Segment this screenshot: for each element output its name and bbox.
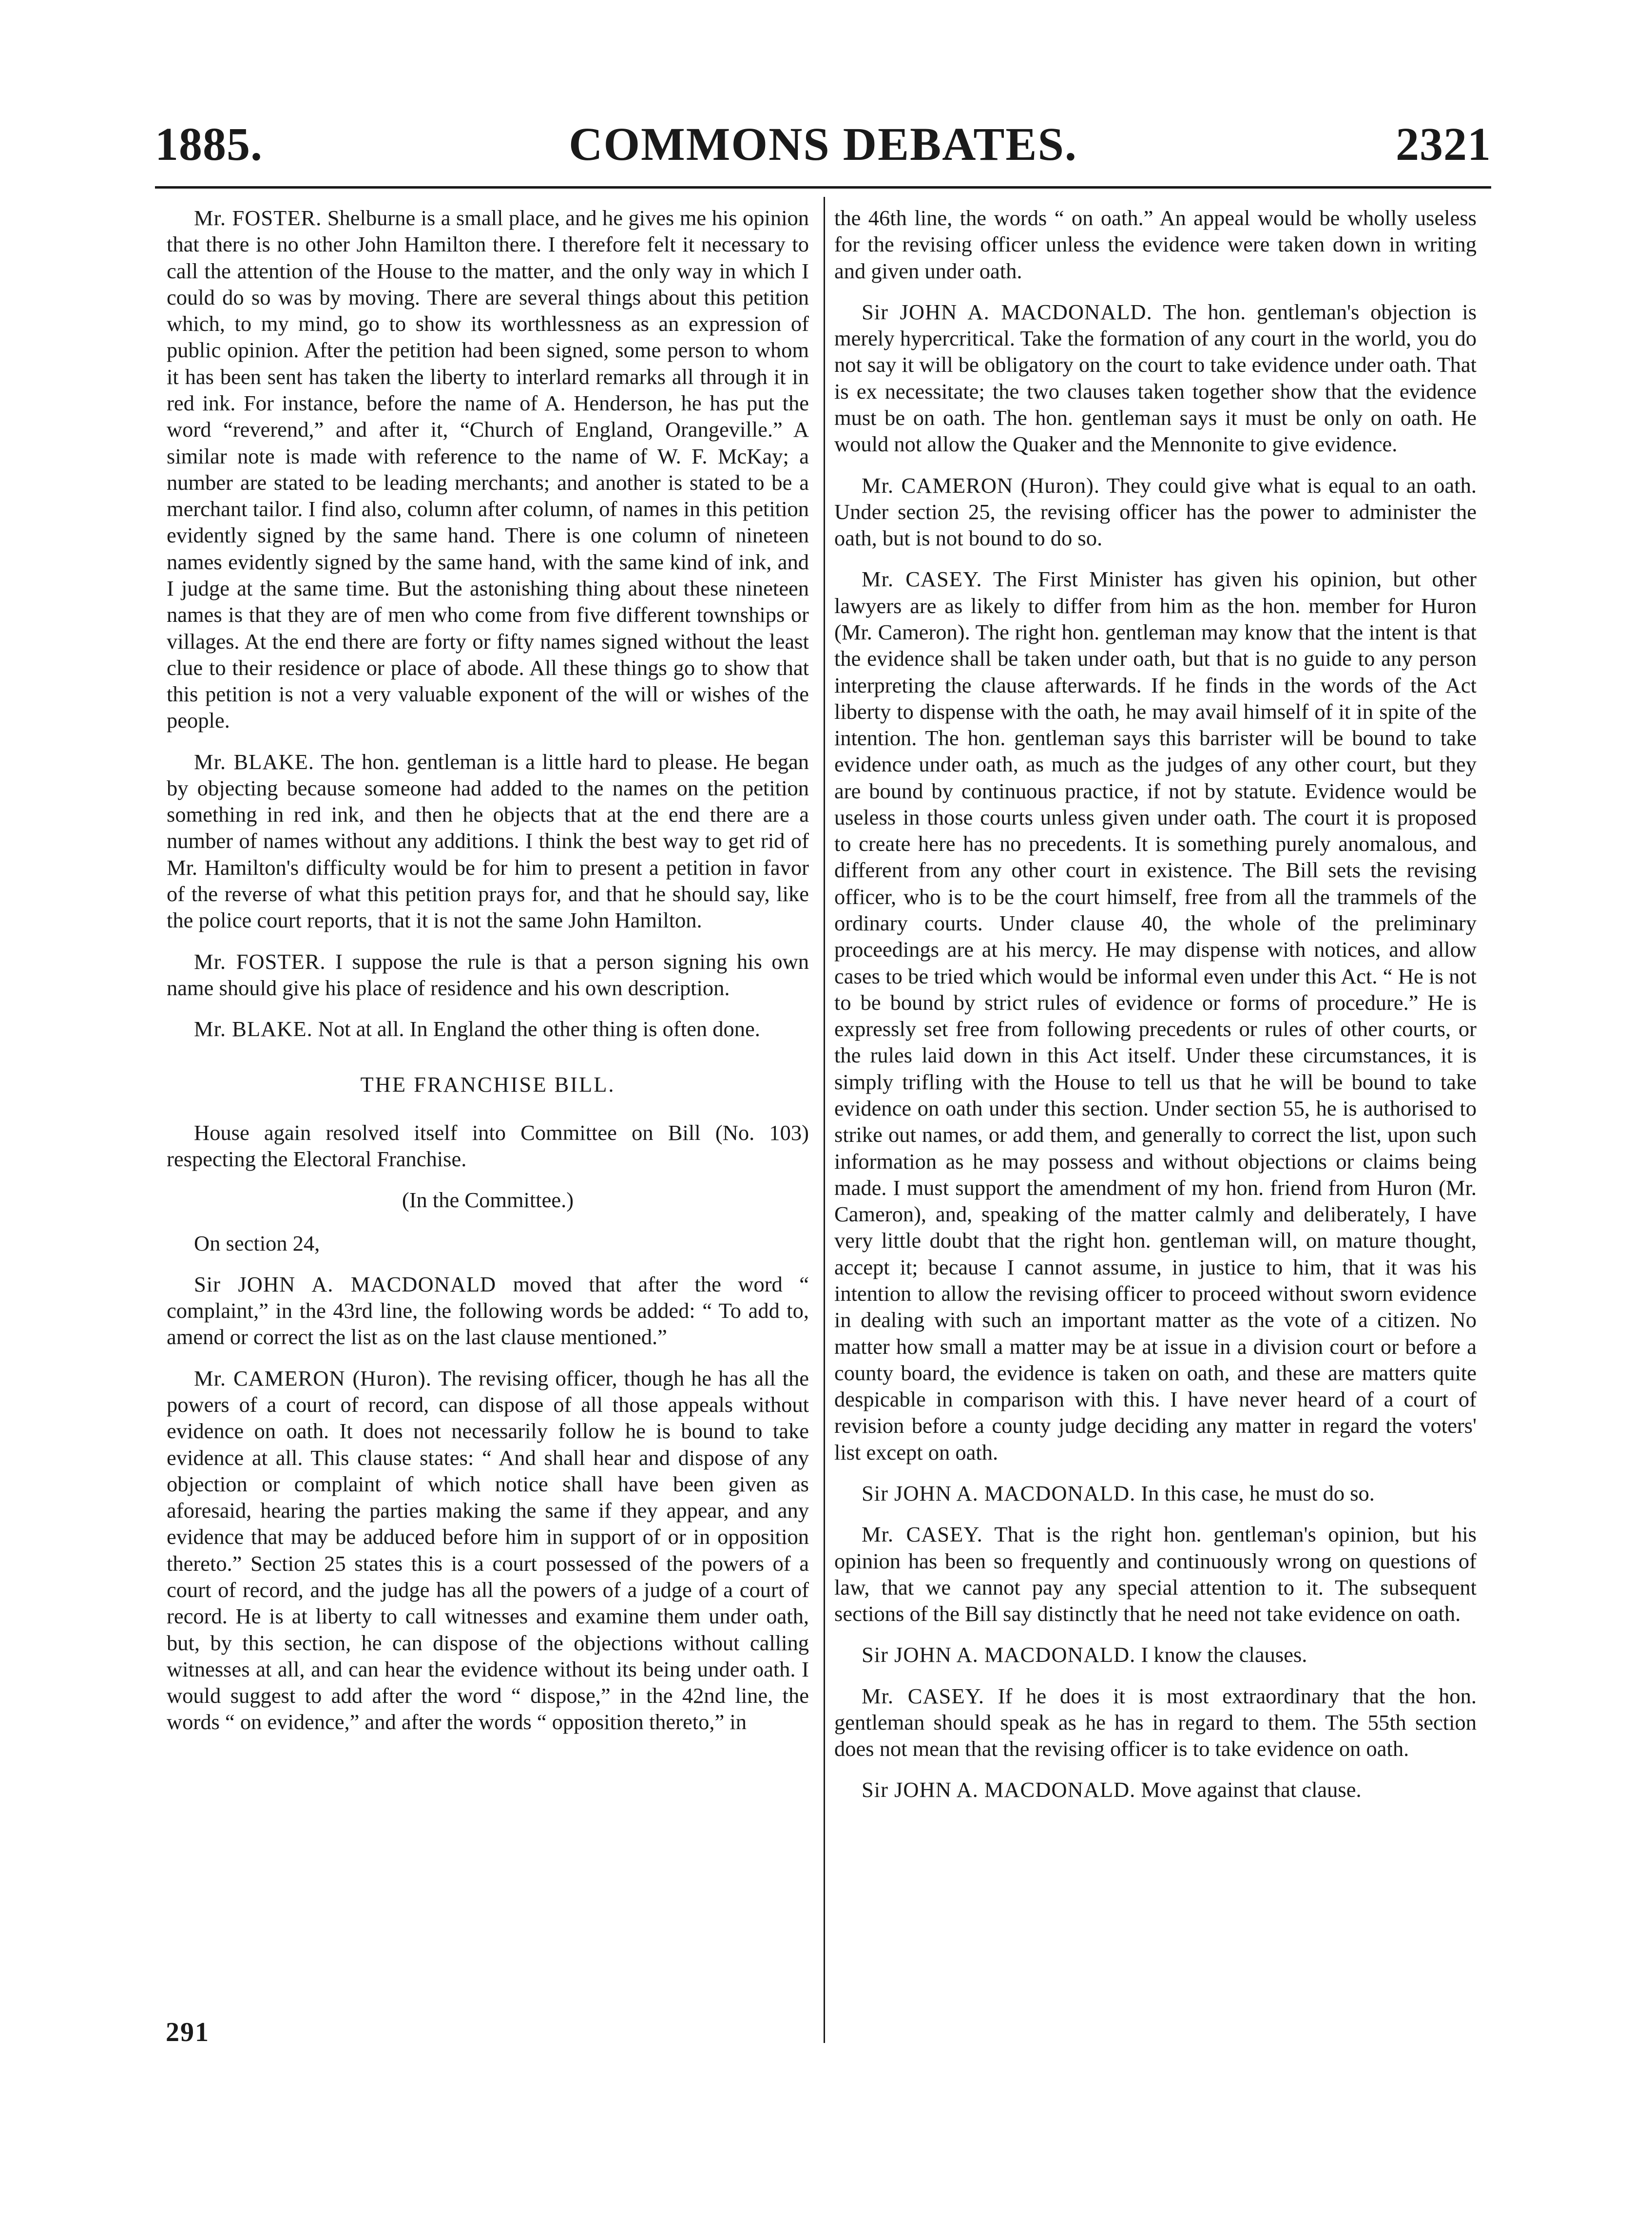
header-year: 1885. xyxy=(155,118,263,170)
speech-paragraph xyxy=(834,566,1477,1465)
speech-text: In this case, he must do so. xyxy=(1141,1481,1375,1505)
speech-paragraph xyxy=(167,749,809,934)
speaker-name: Sir JOHN A. MACDONALD. xyxy=(862,1777,1136,1802)
speech-paragraph xyxy=(834,1480,1477,1506)
speaker-name: Sir JOHN A. MACDONALD. xyxy=(862,299,1153,324)
speech-text: I suppose the rule is that a person signing his own name should give his place of residence and his own description. xyxy=(167,949,809,1000)
speech-text: Shelburne is a small place, and he gives me his opinion that there is no other John Hamilton there. I therefore felt it necessary to call the attention of the House to the matter, and the only way in which I could do so was by moving. There are several things about this petition which, to my mind, go to show its worthlessness as an expression of public opinion. After the petition had been signed, some person to whom it has been sent has taken the liberty to interlard remarks all through it in red ink. For instance, before the name of A. Henderson, he has put the word “reverend,” and after it, “Church of England, Orangeville.” A similar note is made with reference to the name of W. F. McKay; a number are stated to be leading merchants; and another is stated to be a merchant tailor. I find also, column after column, of names in this petition evidently signed by the same hand. There is one column of nineteen names evidently signed by the same hand, with the same kind of ink, and I judge at the same time. But the astonishing thing about these nineteen names is that they are of men who come from five different townships or villages. At the end there are forty or fifty names signed without the least clue to their residence or place of abode. All these things go to show that this petition is not a very valuable exponent of the will or wishes of the people. xyxy=(167,206,809,733)
procedural-paragraph: On section 24, xyxy=(194,1231,320,1255)
speaker-name: Mr. CASEY. xyxy=(862,1683,985,1708)
speech-text: That is the right hon. gentleman's opinion, but his opinion has been so frequently and continuously wrong on questions of law, that we cannot pay any special attention to it. The subsequent sections of the Bill say distinctly that he need not take evidence on oath. xyxy=(834,1522,1477,1626)
speech-paragraph xyxy=(834,1641,1477,1668)
speaker-name: Mr. FOSTER. xyxy=(194,949,326,974)
column-divider xyxy=(824,197,825,2043)
speech-text: They could give what is equal to an oath. Under section 25, the revising officer has the power to administer the oath, but is not bound to do so. xyxy=(834,473,1477,551)
speech-text: The revising officer, though he has all the powers of a court of record, can dispose of all those appeals without evidence on oath. It does not necessarily follow he is bound to take evidence at all. This clause states: “ And shall hear and dispose of any objection or complaint of which notice shall have been given as aforesaid, hearing the parties making the same if they appear, and any evidence that may be adduced before him in support of or in opposition thereto.” Section 25 states this is a court possessed of the powers of a court of record, and the judge has all the powers of a judge of a court of record. He is at liberty to call witnesses and examine them under oath, but, by this section, he can dispose of the objections without calling witnesses at all, and can hear the evidence without its being under oath. I would suggest to add after the word “ dispose,” in the 42nd line, the words “ on evidence,” and after the words “ opposition thereto,” in xyxy=(167,1366,809,1734)
committee-note: (In the Committee.) xyxy=(402,1188,574,1213)
speech-paragraph xyxy=(167,948,809,1002)
speech-text: The First Minister has given his opinion, but other lawyers are as likely to differ from him as the hon. member for Huron (Mr. Cameron). The right hon. gentleman may know that the intent is that the evidence shall be taken under oath, but that is no guide to any person interpreting the clause afterwards. If he finds in the words of the Act liberty to dispense with the oath, he may avail himself of it in spite of the intention. The hon. gentleman says this barrister will be bound to take evidence under oath, as much as the judges of any other court, but they are bound by continuous practice, if not by statute. Evidence would be useless in those courts unless given under oath. The court it is proposed to create here has no precedents. It is something purely anomalous, and different from any other court in existence. The Bill sets the revising officer, who is to be the court himself, free from all the trammels of the ordinary courts. Under clause 40, the whole of the preliminary proceedings are at his mercy. He may dispense with notices, and allow cases to be tried which would be informal even under this Act. “ He is not to be bound by strict rules of evidence or forms of procedure.” He is expressly set free from following precedents or rules of other courts, or the rules laid down in this Act itself. Under these circumstances, it is simply trifling with the House to tell us that he will be bound to take evidence on oath under this section. Under section 55, he is authorised to strike out names, or add them, and generally to correct the list, upon such information as he may possess and without objections or claims being made. I must support the amendment of my hon. friend from Huron (Mr. Cameron), and, speaking of the matter calmly and deliberately, I have very little doubt that the right hon. gentleman will, on mature thought, accept it; because I cannot assume, in justice to him, that it was his intention to allow the revising officer to proceed without sworn evidence in dealing with such an important matter as the vote of a citizen. No matter how small a matter may be at issue in a division court or before a county board, the evidence is taken on oath, and these are matters quite despicable in comparison with this. I have never heard of a court of revision before a county judge deciding any matter in regard the voters' list except on oath. xyxy=(834,567,1477,1464)
speech-paragraph xyxy=(834,472,1477,552)
speech-paragraph xyxy=(167,205,809,734)
speech-text: moved that after the word “ complaint,” in the 43rd line, the following words be added: “ To add to, amend or correct the list as on the last clause mentioned.” xyxy=(167,1272,809,1349)
speech-paragraph xyxy=(167,1016,809,1042)
speech-text: The hon. gentleman is a little hard to please. He began by objecting because someone had added to the names on the petition something in red ink, and then he objects that at the end there are a number of names without any additions. I think the best way to get rid of Mr. Hamilton's difficulty would be for him to present a petition in favor of the reverse of what this petition prays for, and that he should say, like the police court reports, that it is not the same John Hamilton. xyxy=(167,749,809,933)
header-title: COMMONS DEBATES. xyxy=(569,118,1077,170)
signature-mark: 291 xyxy=(166,2017,210,2047)
speech-text: Not at all. In England the other thing is often done. xyxy=(318,1017,760,1041)
right-column xyxy=(834,205,1477,1818)
speaker-name: Sir JOHN A. MACDONALD. xyxy=(862,1481,1136,1505)
speech-text: The hon. gentleman's objection is merely hypercritical. Take the formation of any court in the world, you do not say it will be obligatory on the court to take evidence under oath. That is ex necessitate; the two clauses taken together show that the evidence must be on oath. The hon. gentleman says it must be only on oath. He would not allow the Quaker and the Mennonite to give evidence. xyxy=(834,299,1477,457)
speech-paragraph xyxy=(834,299,1477,458)
speech-text: Move against that clause. xyxy=(1141,1777,1362,1802)
page-header xyxy=(155,117,1491,175)
speech-text: If he does it is most extraordinary that the hon. gentleman should speak as he has in regard to them. The 55th section does not mean that the revising officer is to take evidence on oath. xyxy=(834,1683,1477,1761)
speech-paragraph xyxy=(834,1521,1477,1627)
speech-paragraph xyxy=(167,1365,809,1735)
speaker-name: Mr. CAMERON (Huron). xyxy=(862,473,1100,498)
left-column xyxy=(167,205,809,1750)
speaker-name: Mr. CAMERON (Huron). xyxy=(194,1366,432,1390)
speaker-name: Mr. BLAKE. xyxy=(194,749,314,774)
speaker-name: Mr. FOSTER. xyxy=(194,206,322,230)
speech-paragraph xyxy=(167,1271,809,1350)
speaker-name: Sir JOHN A. MACDONALD xyxy=(194,1272,497,1296)
continued-paragraph: the 46th line, the words “ on oath.” An appeal would be wholly useless for the revising officer unless the evidence were taken down in writing and given under oath. xyxy=(834,206,1477,283)
speaker-name: Sir JOHN A. MACDONALD. xyxy=(862,1642,1136,1667)
speaker-name: Mr. CASEY. xyxy=(862,567,982,592)
speech-text: I know the clauses. xyxy=(1141,1642,1307,1667)
speech-paragraph xyxy=(834,1683,1477,1762)
speaker-name: Mr. CASEY. xyxy=(862,1522,983,1547)
header-page-number: 2321 xyxy=(1396,118,1491,170)
speech-paragraph xyxy=(834,1776,1477,1803)
speaker-name: Mr. BLAKE. xyxy=(194,1017,313,1041)
procedural-paragraph: House again resolved itself into Committee on Bill (No. 103) respecting the Electoral Franchise. xyxy=(167,1120,809,1171)
section-heading: THE FRANCHISE BILL. xyxy=(360,1072,615,1097)
header-rule xyxy=(155,186,1491,189)
